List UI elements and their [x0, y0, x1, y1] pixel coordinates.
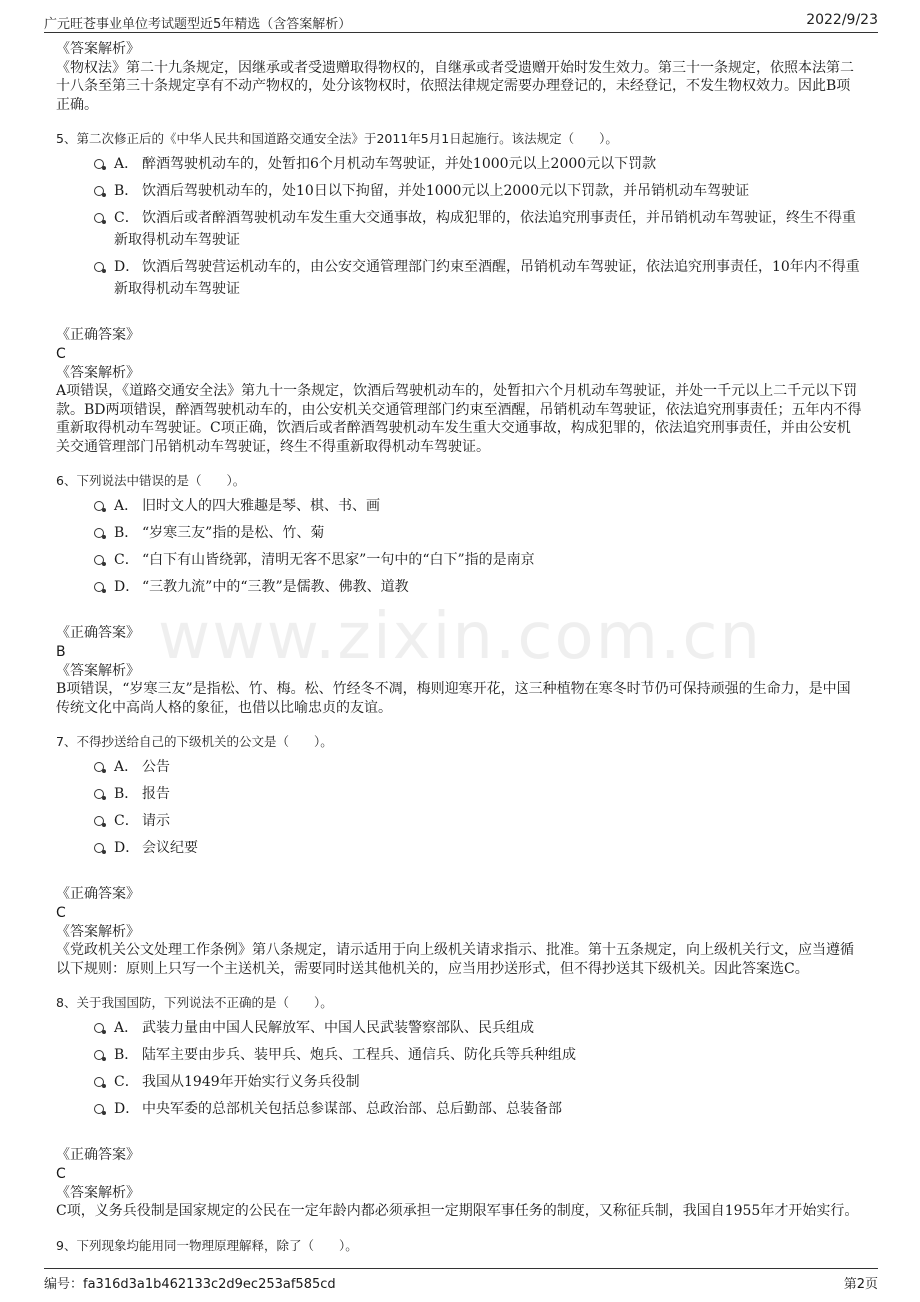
radio-icon[interactable]	[94, 582, 104, 592]
q5-option-a[interactable]: A． 醉酒驾驶机动车的，处暂扣6个月机动车驾驶证，并处1000元以上2000元以下罚款	[56, 153, 864, 175]
q6-option-b[interactable]: B． “岁寒三友”指的是松、竹、菊	[56, 522, 864, 544]
question-5-stem: 5、第二次修正后的《中华人民共和国道路交通安全法》于2011年5月1日起施行。该法规定（ ）。	[56, 131, 618, 146]
q6-explain-text: B项错误，“岁寒三友”是指松、竹、梅。松、竹经冬不凋，梅则迎寒开花，这三种植物在寒冬时节仍可保持顽强的生命力，是中国传统文化中高尚人格的象征，也借以比喻忠贞的友谊。	[56, 681, 851, 716]
q8-explain-text: C项，义务兵役制是国家规定的公民在一定年龄内都必须承担一定期限军事任务的制度，又称征兵制，我国自1955年才开始实行。	[56, 1203, 859, 1219]
q5-option-b[interactable]: B． 饮酒后驾驶机动车的，处10日以下拘留，并处1000元以上2000元以下罚款，并吊销机动车驾驶证	[56, 180, 864, 202]
q5-explain-label: 《答案解析》	[56, 364, 140, 381]
question-8-stem: 8、关于我国国防，下列说法不正确的是（ ）。	[56, 995, 333, 1010]
document-code: 编号：fa316d3a1b462133c2d9ec253af585cd	[44, 1277, 336, 1292]
q7-answer-label: 《正确答案》	[56, 886, 140, 902]
q8-option-c[interactable]: C． 我国从1949年开始实行义务兵役制	[56, 1071, 864, 1093]
radio-icon[interactable]	[94, 1077, 104, 1087]
prev-explain-label: 《答案解析》	[56, 41, 140, 57]
document-date: 2022/9/23	[806, 12, 878, 28]
q7-explain-label: 《答案解析》	[56, 923, 140, 940]
q7-option-a[interactable]: A． 公告	[56, 756, 864, 778]
radio-icon[interactable]	[94, 159, 104, 169]
document-title: 广元旺苍事业单位考试题型近5年精选（含答案解析）	[44, 17, 352, 32]
q8-option-b[interactable]: B． 陆军主要由步兵、装甲兵、炮兵、工程兵、通信兵、防化兵等兵种组成	[56, 1044, 864, 1066]
radio-icon[interactable]	[94, 501, 104, 511]
radio-icon[interactable]	[94, 816, 104, 826]
radio-icon[interactable]	[94, 789, 104, 799]
radio-icon[interactable]	[94, 262, 104, 272]
watermark: www.zixin.com.cn	[157, 600, 763, 674]
radio-icon[interactable]	[94, 1023, 104, 1033]
q6-option-c[interactable]: C． “白下有山皆绕郭，清明无客不思家”一句中的“白下”指的是南京	[56, 549, 864, 571]
radio-icon[interactable]	[94, 186, 104, 196]
page-header	[44, 10, 878, 33]
page-content	[56, 40, 864, 1255]
q7-option-b[interactable]: B． 报告	[56, 783, 864, 805]
radio-icon[interactable]	[94, 843, 104, 853]
prev-explain-text: 《物权法》第二十九条规定，因继承或者受遗赠取得物权的，自继承或者受遗赠开始时发生效力。第三十一条规定，依照本法第二十八条至第三十条规定享有不动产物权的，处分该物权时，依照法律规定需要办理登记的，未经登记，不发生物权效力。因此B项正确。	[56, 59, 854, 113]
q7-explain-text: 《党政机关公文处理工作条例》第八条规定，请示适用于向上级机关请求指示、批准。第十五条规定，向上级机关行文，应当遵循以下规则：原则上只写一个主送机关，需要同时送其他机关的，应当用抄送形式，但不得抄送其下级机关。因此答案选C。	[56, 942, 854, 977]
radio-icon[interactable]	[94, 1104, 104, 1114]
q6-option-a[interactable]: A． 旧时文人的四大雅趣是琴、棋、书、画	[56, 495, 864, 517]
q6-explain-label: 《答案解析》	[56, 662, 140, 679]
question-7-stem: 7、不得抄送给自己的下级机关的公文是（ ）。	[56, 734, 333, 749]
radio-icon[interactable]	[94, 213, 104, 223]
page-footer	[44, 1268, 878, 1293]
q7-answer: C	[56, 904, 66, 921]
q8-answer-label: 《正确答案》	[56, 1147, 140, 1163]
question-6-stem: 6、下列说法中错误的是（ ）。	[56, 473, 246, 488]
q8-option-a[interactable]: A． 武装力量由中国人民解放军、中国人民武装警察部队、民兵组成	[56, 1017, 864, 1039]
q6-answer: B	[56, 643, 66, 660]
q8-explain-label: 《答案解析》	[56, 1184, 140, 1201]
radio-icon[interactable]	[94, 1050, 104, 1060]
page-number: 第2页	[843, 1277, 878, 1292]
question-9-stem: 9、下列现象均能用同一物理原理解释，除了（ ）。	[56, 1237, 358, 1253]
q5-option-d[interactable]: D． 饮酒后驾驶营运机动车的，由公安交通管理部门约束至酒醒，吊销机动车驾驶证，依法追究刑事责任，10年内不得重新取得机动车驾驶证	[56, 256, 864, 300]
q6-answer-label: 《正确答案》	[56, 625, 140, 641]
radio-icon[interactable]	[94, 528, 104, 538]
q5-explain-text: A项错误，《道路交通安全法》第九十一条规定，饮酒后驾驶机动车的，处暂扣六个月机动车驾驶证，并处一千元以上二千元以下罚款。BD两项错误，醉酒驾驶机动车的，由公安机关交通管理部门约束至酒醒，吊销机动车驾驶证，依法追究刑事责任；五年内不得重新取得机动车驾驶证。C项正确，饮酒后或者醉酒驾驶机动车发生重大交通事故，构成犯罪的，依法追究刑事责任，并由公安机关交通管理部门吊销机动车驾驶证，终生不得重新取得机动车驾驶证。	[56, 383, 862, 455]
q5-answer: C	[56, 345, 66, 362]
radio-icon[interactable]	[94, 762, 104, 772]
q7-option-d[interactable]: D． 会议纪要	[56, 837, 864, 859]
q6-option-d[interactable]: D． “三教九流”中的“三教”是儒教、佛教、道教	[56, 576, 864, 598]
q8-option-d[interactable]: D． 中央军委的总部机关包括总参谋部、总政治部、总后勤部、总装备部	[56, 1098, 864, 1120]
q7-option-c[interactable]: C． 请示	[56, 810, 864, 832]
q8-answer: C	[56, 1165, 66, 1182]
q5-answer-label: 《正确答案》	[56, 327, 140, 343]
q5-option-c[interactable]: C． 饮酒后或者醉酒驾驶机动车发生重大交通事故，构成犯罪的，依法追究刑事责任，并吊销机动车驾驶证，终生不得重新取得机动车驾驶证	[56, 207, 864, 251]
radio-icon[interactable]	[94, 555, 104, 565]
